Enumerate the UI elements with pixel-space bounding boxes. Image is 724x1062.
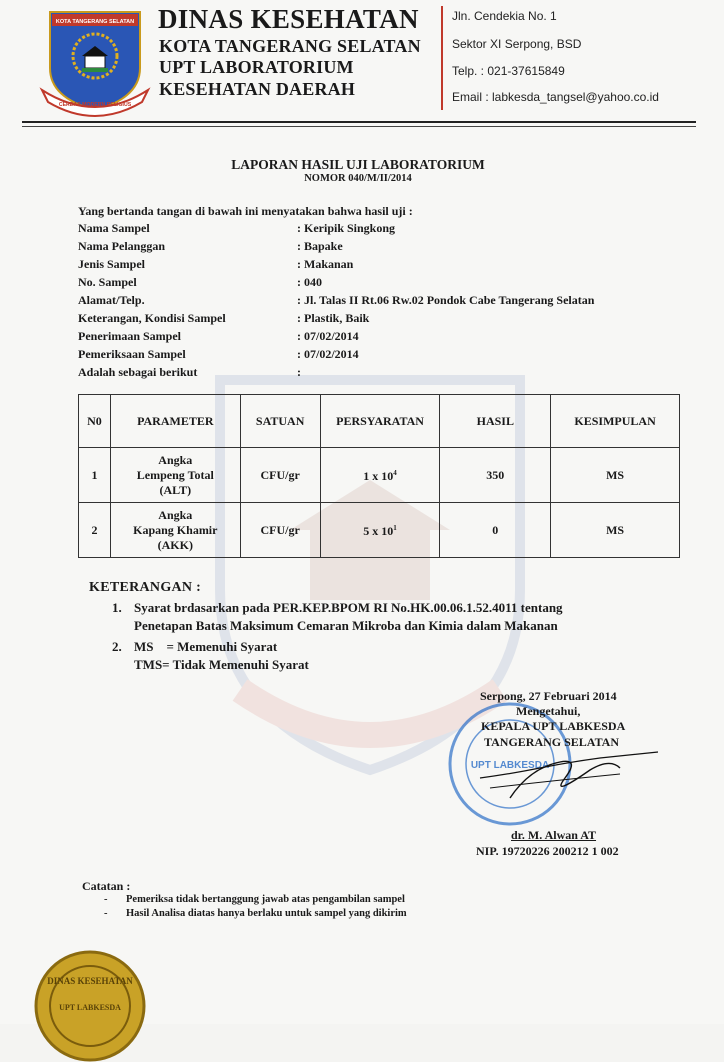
- cell-result: 0: [440, 503, 551, 558]
- cell-conclusion: MS: [551, 503, 680, 558]
- cell-unit: CFU/gr: [240, 448, 320, 503]
- header-divider: [441, 6, 443, 110]
- column-header: SATUAN: [240, 395, 320, 448]
- cell-no: 1: [79, 448, 111, 503]
- notes-title: KETERANGAN :: [89, 580, 202, 595]
- header-rule: [22, 121, 696, 123]
- parameter-line: Angka: [158, 507, 193, 522]
- parameter-line: Lempeng Total: [136, 467, 214, 482]
- note-number: 2.: [112, 639, 122, 654]
- field-label: Pemeriksaan Sampel: [78, 347, 186, 361]
- requirement-base: 5 x 10: [363, 524, 394, 538]
- cell-result: 350: [440, 448, 551, 503]
- field-label: No. Sampel: [78, 275, 137, 289]
- catatan-item: Pemeriksa tidak bertanggung jawab atas pengambilan sampel: [126, 894, 405, 905]
- field-value: :: [297, 365, 301, 379]
- field-value: : Makanan: [297, 257, 354, 271]
- column-header: PARAMETER: [110, 395, 240, 448]
- field-value: : 07/02/2014: [297, 329, 359, 343]
- note-1-line-1: Syarat brdasarkan pada PER.KEP.BPOM RI No.HK.00.06.1.52.4011 tentang: [134, 600, 563, 615]
- field-value: : Bapake: [297, 239, 343, 253]
- logo-ribbon-text: CERDAS MODERN RELIGIUS: [58, 102, 132, 108]
- agency-title: DINAS KESEHATAN: [158, 4, 419, 34]
- note-1-line-2: Penetapan Batas Maksimum Cemaran Mikroba dan Kimia dalam Makanan: [134, 618, 558, 633]
- field-label: Alamat/Telp.: [78, 293, 145, 307]
- note-tms: TMS= Tidak Memenuhi Syarat: [134, 657, 309, 672]
- address-line-2: Sektor XI Serpong, BSD: [452, 37, 582, 51]
- knowing-text: Mengetahui,: [516, 704, 581, 718]
- parameter-line: (ALT): [159, 482, 192, 497]
- column-header: KESIMPULAN: [551, 395, 680, 448]
- seal-text: DINAS KESEHATAN: [47, 976, 133, 986]
- list-bullet: -: [104, 894, 108, 905]
- results-table: [78, 394, 680, 558]
- field-value: : Keripik Singkong: [297, 221, 396, 235]
- report-number-text: NOMOR 040/M/II/2014: [304, 173, 412, 184]
- signatory-name: dr. M. Alwan AT: [511, 828, 597, 842]
- parameter-line: Kapang Khamir: [133, 522, 218, 537]
- city-emblem-logo: [38, 6, 152, 118]
- table-row: [79, 448, 680, 503]
- cell-requirement: [320, 503, 440, 558]
- table-row: [79, 503, 680, 558]
- agency-line-3: KESEHATAN DAERAH: [159, 79, 356, 99]
- position-line-1: KEPALA UPT LABKESDA: [481, 719, 626, 733]
- cell-no: 2: [79, 503, 111, 558]
- requirement-base: 1 x 10: [363, 469, 394, 483]
- cell-conclusion: MS: [551, 448, 680, 503]
- parameter-line: Angka: [158, 452, 193, 467]
- field-label: Adalah sebagai berikut: [78, 365, 198, 379]
- column-header: PERSYARATAN: [320, 395, 440, 448]
- header-rule-thin: [22, 126, 696, 127]
- agency-line-1: KOTA TANGERANG SELATAN: [159, 36, 421, 56]
- signatory-nip: NIP. 19720226 200212 1 002: [476, 844, 619, 858]
- cell-parameter: [110, 448, 240, 503]
- agency-line-2: UPT LABORATORIUM: [159, 57, 354, 77]
- cell-unit: CFU/gr: [240, 503, 320, 558]
- field-label: Jenis Sampel: [78, 257, 146, 271]
- intro-statement: Yang bertanda tangan di bawah ini menyatakan bahwa hasil uji :: [78, 204, 413, 218]
- report-title: [0, 157, 724, 173]
- place-date: Serpong, 27 Februari 2014: [480, 689, 617, 703]
- cell-requirement: [320, 448, 440, 503]
- seal-inner-text: UPT LABKESDA: [59, 1003, 121, 1012]
- requirement-exponent: 4: [393, 469, 397, 477]
- field-label: Keterangan, Kondisi Sampel: [78, 311, 226, 325]
- gold-seal: [34, 950, 146, 1062]
- note-number: 1.: [112, 600, 122, 615]
- table-header-row: [79, 395, 680, 448]
- field-value: : Jl. Talas II Rt.06 Rw.02 Pondok Cabe Tangerang Selatan: [297, 293, 595, 307]
- position-line-2: TANGERANG SELATAN: [484, 735, 620, 749]
- field-value: : 07/02/2014: [297, 347, 359, 361]
- field-value: : Plastik, Baik: [297, 311, 370, 325]
- field-value: : 040: [297, 275, 322, 289]
- list-bullet: -: [104, 908, 108, 919]
- field-label: Penerimaan Sampel: [78, 329, 181, 343]
- stamp-text: UPT LABKESDA: [470, 760, 550, 771]
- handwritten-signature: [470, 738, 660, 808]
- catatan-title: Catatan :: [82, 879, 131, 893]
- column-header: HASIL: [440, 395, 551, 448]
- report-number: [0, 173, 724, 184]
- report-title-text: LAPORAN HASIL UJI LABORATORIUM: [231, 157, 485, 172]
- logo-top-text: KOTA TANGERANG SELATAN: [55, 19, 135, 25]
- note-ms: MS = Memenuhi Syarat: [134, 639, 278, 654]
- field-label: Nama Pelanggan: [78, 239, 165, 253]
- parameter-line: (AKK): [157, 537, 193, 552]
- address-line-1: Jln. Cendekia No. 1: [452, 9, 557, 23]
- cell-parameter: [110, 503, 240, 558]
- catatan-item: Hasil Analisa diatas hanya berlaku untuk sampel yang dikirim: [126, 908, 407, 919]
- phone-text: Telp. : 021-37615849: [452, 64, 565, 78]
- field-label: Nama Sampel: [78, 221, 150, 235]
- column-header: N0: [79, 395, 111, 448]
- email-text: Email : labkesda_tangsel@yahoo.co.id: [452, 90, 659, 104]
- requirement-exponent: 1: [393, 524, 397, 532]
